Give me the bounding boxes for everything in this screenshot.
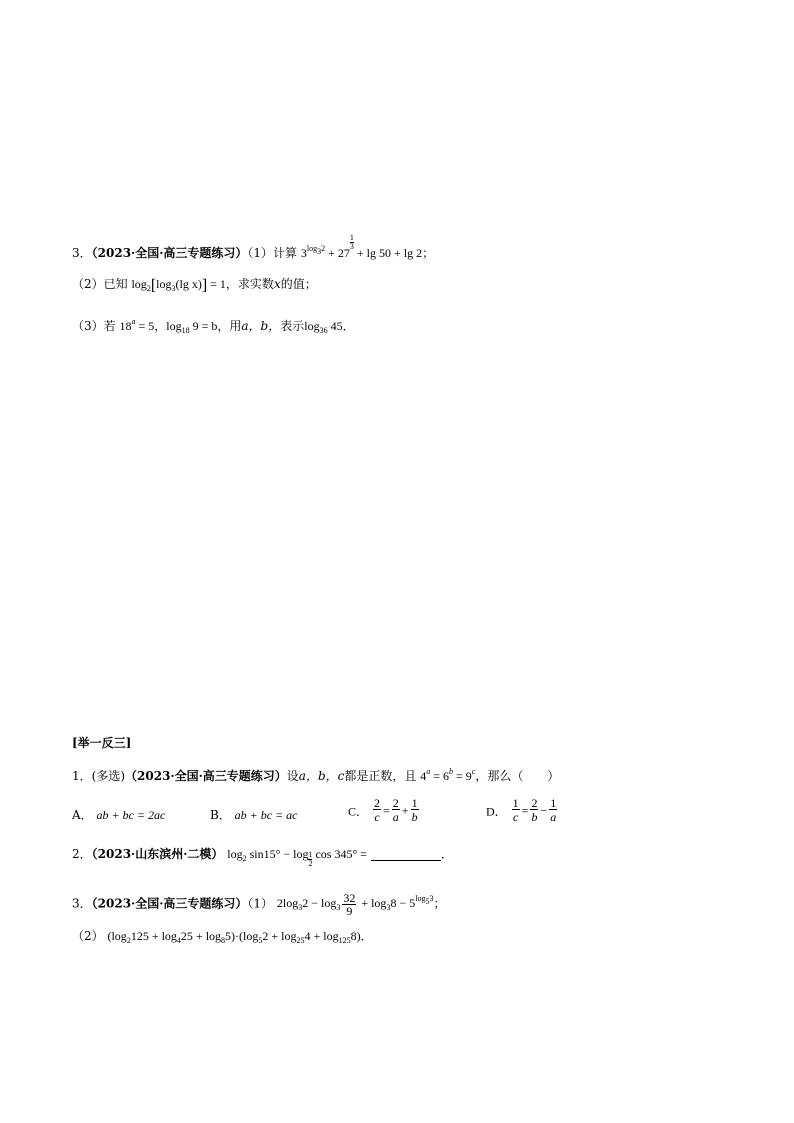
exercise-3-part2: （2） $(\log_2125 + \log_425 + \log_85)\cdot(\log_52 + \log_{25}4 + \log_{125}8)$． — [72, 929, 373, 945]
q3-part3: （3）若 $18^a = 5$，$\log_{18} 9 = b$，用a，b，表示$\log_{36} 45$． — [72, 317, 355, 335]
option-d[interactable]: D． $\frac{1}{c}$ = $\frac{2}{b}$ − $\frac{1}{a}$ — [486, 796, 557, 824]
option-a[interactable]: A． ab + bc = 2ac — [72, 808, 166, 822]
q3-part1-expr: $3^{log_32} + 27$ $\frac{1}{3}$ + lg 50 + lg 2 — [300, 233, 423, 260]
exercise-3-part1-expr: $2\log_32 - \log_3$ $\frac{32}{9}$ + $\log_38 - 5^{log_53}$ — [276, 891, 434, 918]
q3-part2-expr: $\log_2[\log_3(\lg$ x)] = 1 — [131, 277, 226, 294]
option-b[interactable]: B． ab + bc = ac — [210, 808, 298, 822]
q3-part3-expr-b: $\log_{18} 9 = b$ — [166, 319, 218, 335]
q3-number: 3． — [72, 246, 92, 260]
exercise-1-equation: $4^a = 6^b = 9^c$ — [420, 767, 476, 783]
answer-blank[interactable] — [371, 848, 441, 861]
q3-part2: （2）已知 $\log_2[\log_3(\lg$ x)] = 1，求实数x的值； — [72, 277, 317, 294]
exercise-3-part2-expr: $(\log_2125 + \log_425 + \log_85)\cdot(\log_52 + \log_{25}4 + \log_{125}8)$ — [107, 929, 361, 945]
option-c[interactable]: C． $\frac{2}{c}$ = $\frac{2}{a}$ + $\frac{1}{b}$ — [348, 796, 418, 824]
q3-part3-expr-a: $18^a = 5$ — [119, 317, 155, 333]
section-title: [举一反三] — [72, 736, 132, 750]
exercise-2-expr: $\log_2 \sin 15^\circ - \log$ $\frac{1}{2}$ cos 345° = — [227, 847, 368, 868]
q3-part1: 3．（2023·全国·高三专题练习）（1）计算 $3^{log_32} + 27$ $\frac{1}{3}$ + lg 50 + lg 2； — [72, 233, 435, 260]
q3-part1-label: （1）计算 — [247, 246, 298, 260]
q3-part3-target: $\log_{36} 45$ — [304, 319, 343, 335]
exercise-2: 2．（2023·山东滨州·二模） $\log_2 \sin 15^\circ - \log$ $\frac{1}{2}$ cos 345° = ． — [72, 847, 453, 868]
q3-source: （2023·全国·高三专题练习） — [91, 246, 248, 260]
exercise-3-part1: 3．（2023·全国·高三专题练习）（1） $2\log_32 - \log_3$ $\frac{32}{9}$ + $\log_38 - 5^{log_53}$； — [72, 891, 446, 918]
exercise-1: 1．(多选)（2023·全国·高三专题练习）设a，b，c都是正数，且 $4^a = 6^b = 9^c$，那么（ ） — [72, 767, 560, 783]
